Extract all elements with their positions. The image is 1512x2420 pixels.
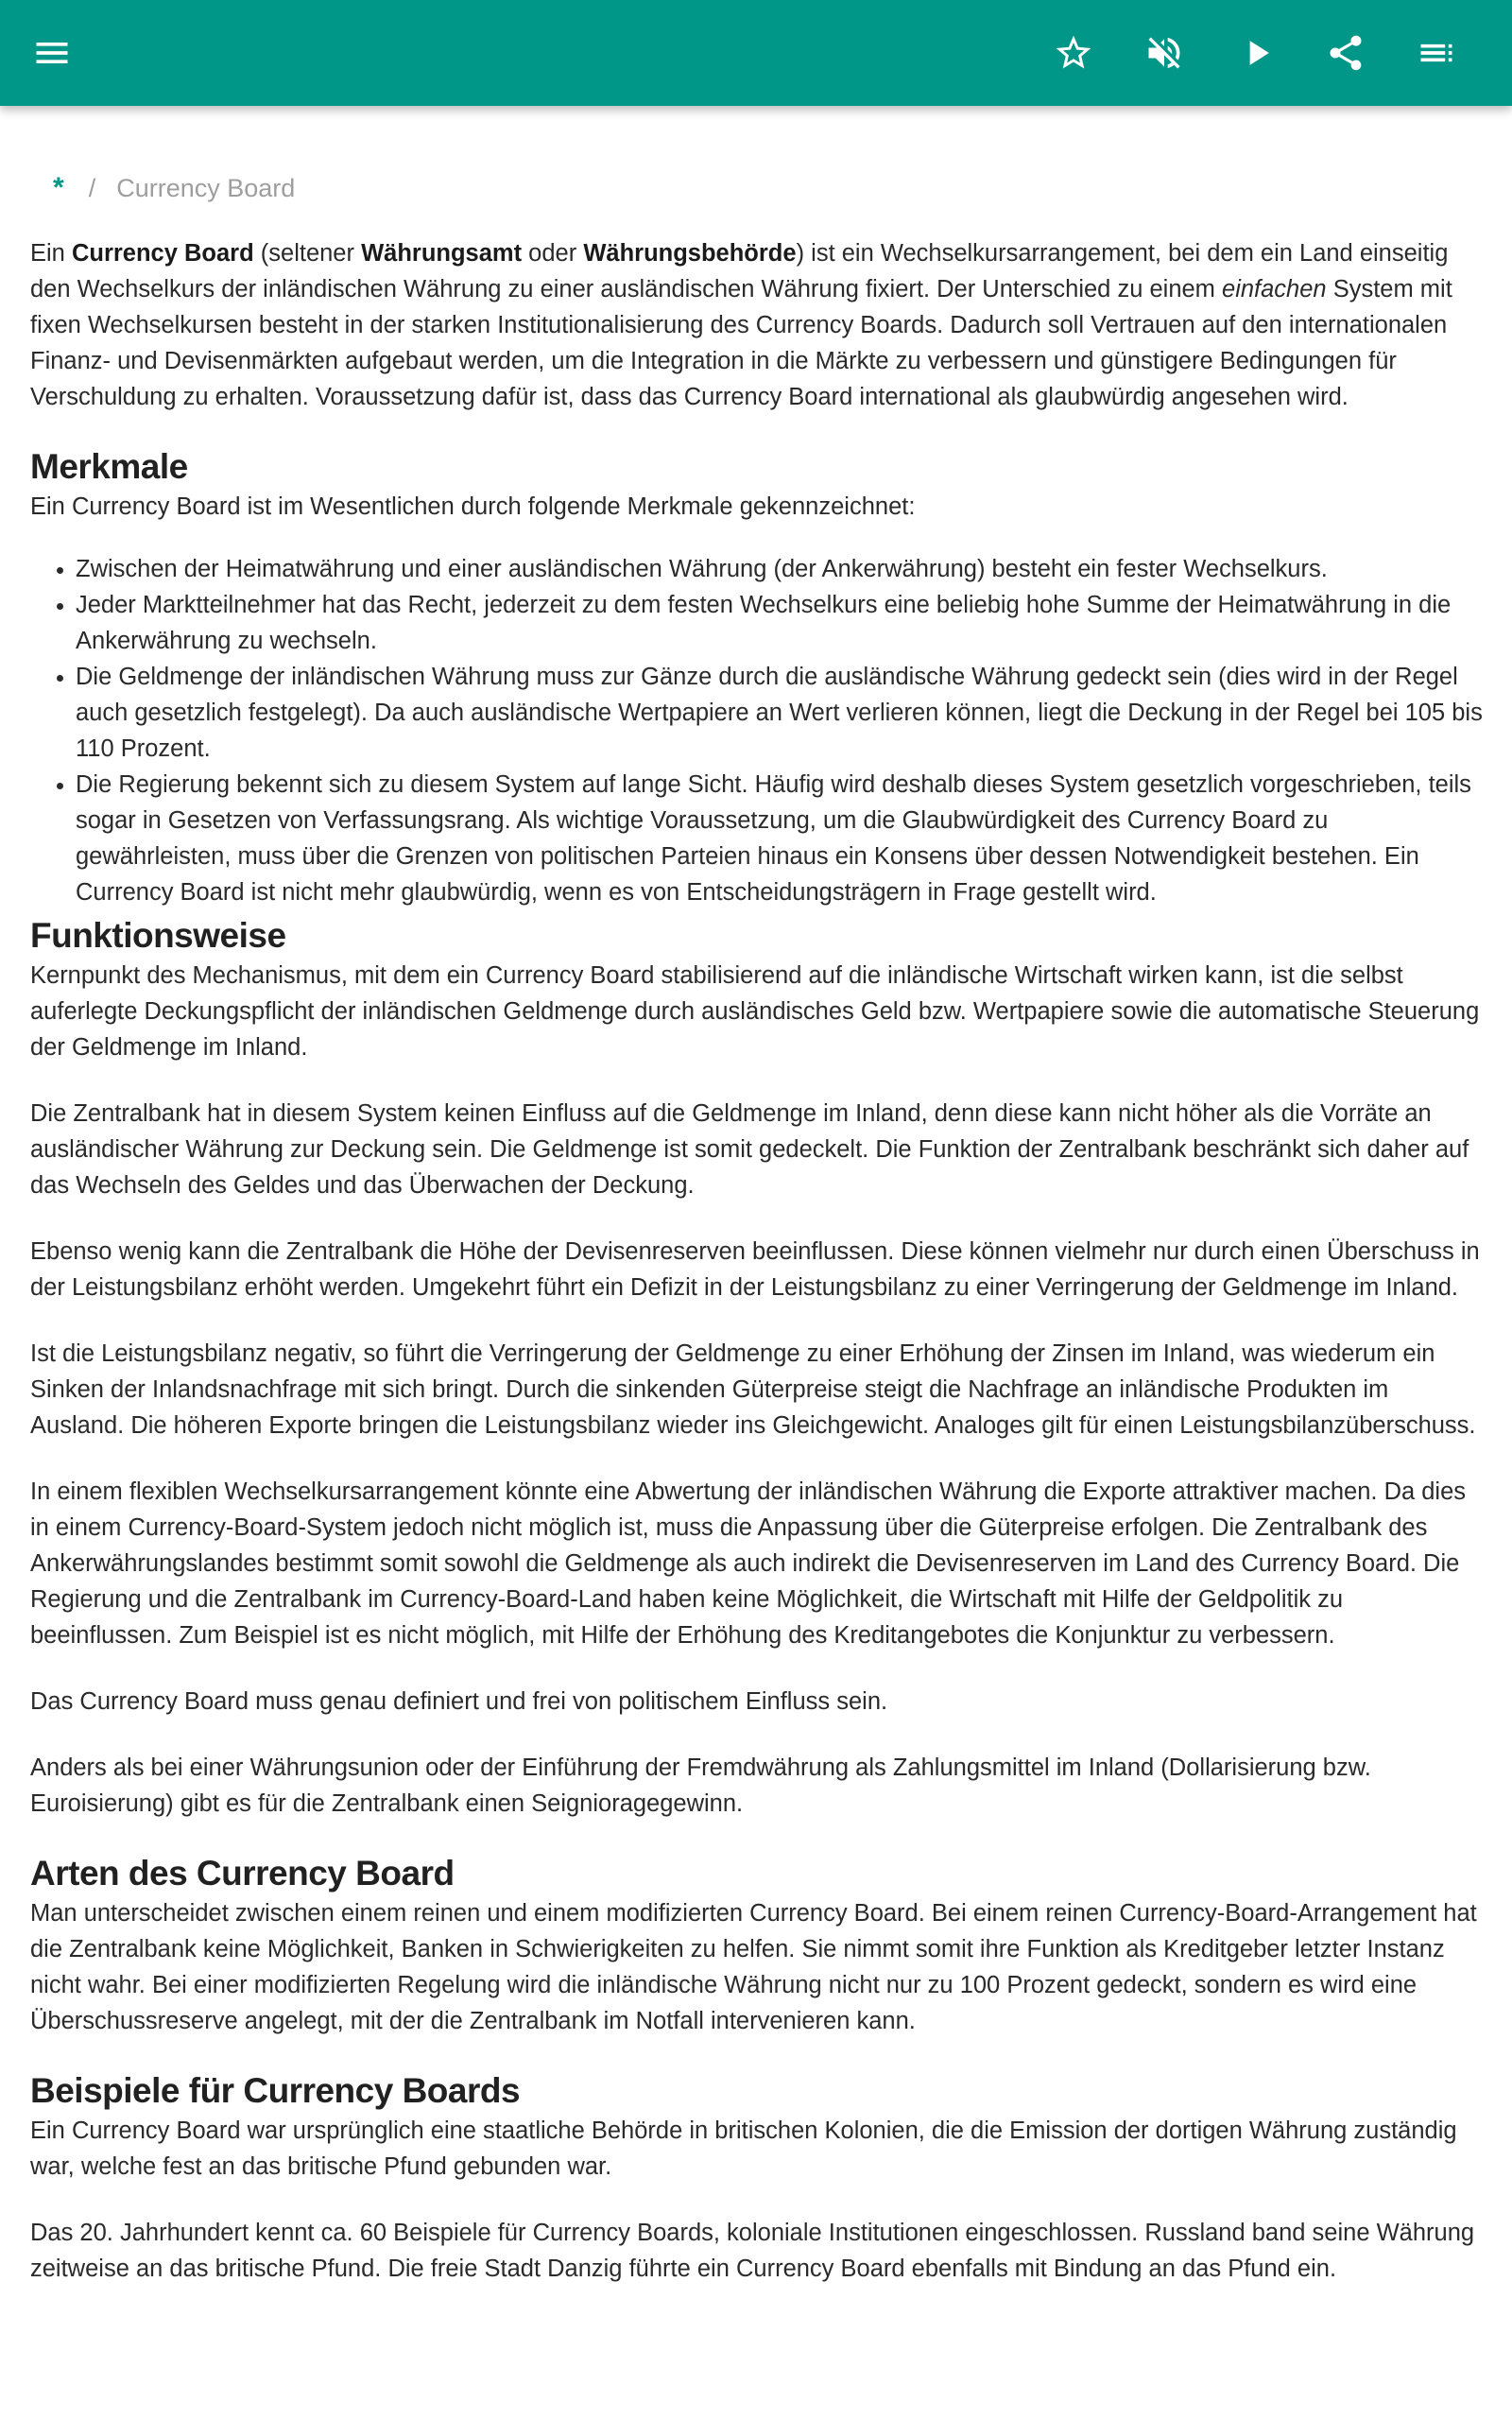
text: System mit fixen Wechselkursen besteht in der starken Institutionalisierung des Currency Boards. Dadurch soll Vertrauen auf den internationalen Finanz- und Devisenmärkten aufgebaut werden, um die Integration in die Märkte zu verbessern und günstigere Bedingungen für Verschuldung zu erhalten. Voraussetzung dafür ist, dass das Currency Board international als glaubwürdig angesehen wird.	[30, 276, 1452, 410]
breadcrumb-home-link[interactable]: *	[53, 172, 64, 203]
paragraph: Das Currency Board muss genau definiert und frei von politischem Einfluss sein.	[30, 1688, 888, 1715]
app-bar	[0, 0, 1512, 106]
article	[30, 235, 1486, 2317]
playlist-icon	[1416, 32, 1457, 74]
breadcrumb-separator: /	[88, 174, 96, 202]
list-item: • Zwischen der Heimatwährung und einer ausländischen Währung (der Ankerwährung) besteht ein fester Wechselkurs.	[76, 551, 1486, 587]
breadcrumb-current: Currency Board	[116, 174, 296, 202]
paragraph: Ebenso wenig kann die Zentralbank die Höhe der Devisenreserven beeinflussen. Diese können vielmehr nur durch einen Überschuss in der Leistungsbilanz erhöht werden. Umgekehrt führt ein Defizit in der Leistungsbilanz zu einer Verringerung der Geldmenge im Inland.	[30, 1238, 1480, 1301]
section-heading-arten: Arten des Currency Board	[30, 1854, 455, 1893]
table-of-contents-button[interactable]	[1410, 26, 1463, 79]
play-button[interactable]	[1230, 26, 1283, 79]
breadcrumb	[53, 172, 295, 204]
section-heading-funktionsweise: Funktionsweise	[30, 916, 286, 955]
paragraph: In einem flexiblen Wechselkursarrangement könnte eine Abwertung der inländischen Währung die Exporte attraktiver machen. Da dies in einem Currency-Board-System jedoch nicht möglich ist, muss die Anpassung über die Güterpreise erfolgen. Die Zentralbank des Ankerwährungslandes bestimmt somit sowohl die Geldmenge als auch indirekt die Devisenreserven im Land des Currency Board. Die Regierung und die Zentralbank im Currency-Board-Land haben keine Möglichkeit, die Wirtschaft mit Hilfe der Geldpolitik zu beeinflussen. Zum Beispiel ist es nicht möglich, mit Hilfe der Erhöhung des Kreditangebotes die Konjunktur zu verbessern.	[30, 1478, 1467, 1649]
volume-off-icon	[1143, 32, 1185, 74]
list-item: • Die Regierung bekennt sich zu diesem System auf lange Sicht. Häufig wird deshalb dieses System gesetzlich vorgeschrieben, teils sogar in Gesetzen von Verfassungsrang. Als wichtige Voraussetzung, um die Glaubwürdigkeit des Currency Board zu gewährleisten, muss über die Grenzen von politischen Parteien hinaus ein Konsens über dessen Notwendigkeit bestehen. Ein Currency Board ist nicht mehr glaubwürdig, wenn es von Entscheidungsträgern in Frage gestellt wird.	[76, 767, 1486, 910]
mute-button[interactable]	[1138, 26, 1191, 79]
list-item: • Die Geldmenge der inländischen Währung muss zur Gänze durch die ausländische Währung gedeckt sein (dies wird in der Regel auch gesetzlich festgelegt). Da auch ausländische Wertpapiere an Wert verlieren können, liegt die Deckung in der Regel bei 105 bis 110 Prozent.	[76, 659, 1486, 767]
bold-term: Währungsbehörde	[583, 240, 797, 267]
italic-term: einfachen	[1222, 276, 1327, 302]
menu-icon	[31, 32, 73, 74]
section-heading-beispiele: Beispiele für Currency Boards	[30, 2071, 521, 2110]
paragraph: Ein Currency Board war ursprünglich eine staatliche Behörde in britischen Kolonien, die die Emission der dortigen Währung zuständig war, welche fest an das britische Pfund gebunden war.	[30, 2118, 1457, 2180]
share-button[interactable]	[1319, 26, 1372, 79]
section-heading-merkmale: Merkmale	[30, 447, 188, 486]
paragraph: Ist die Leistungsbilanz negativ, so führt die Verringerung der Geldmenge zu einer Erhöhung der Zinsen im Inland, was wiederum ein Sinken der Inlandsnachfrage mit sich bringt. Durch die sinkenden Güterpreise steigt die Nachfrage an inländische Produkten im Ausland. Die höheren Exporte bringen die Leistungsbilanz wieder ins Gleichgewicht. Analoges gilt für einen Leistungsbilanzüberschuss.	[30, 1340, 1476, 1439]
intro-paragraph	[30, 235, 1486, 415]
list-item: • Jeder Marktteilnehmer hat das Recht, jederzeit zu dem festen Wechselkurs eine beliebig hohe Summe der Heimatwährung in die Ankerwährung zu wechseln.	[76, 587, 1486, 659]
paragraph: Anders als bei einer Währungsunion oder der Einführung der Fremdwährung als Zahlungsmittel im Inland (Dollarisierung bzw. Euroisierung) gibt es für die Zentralbank einen Seignioragegewinn.	[30, 1754, 1371, 1817]
share-icon	[1325, 32, 1366, 74]
paragraph: Das 20. Jahrhundert kennt ca. 60 Beispiele für Currency Boards, koloniale Institutionen eingeschlossen. Russland band seine Währung zeitweise an das britische Pfund. Die freie Stadt Danzig führte ein Currency Board ebenfalls mit Bindung an das Pfund ein.	[30, 2220, 1475, 2282]
paragraph: Die Zentralbank hat in diesem System keinen Einfluss auf die Geldmenge im Inland, denn diese kann nicht höher als die Vorräte an ausländischer Währung zur Deckung sein. Die Geldmenge ist somit gedeckelt. Die Funktion der Zentralbank beschränkt sich daher auf das Wechseln des Geldes und das Überwachen der Deckung.	[30, 1100, 1469, 1199]
text: oder	[522, 240, 584, 267]
text: ) ist ein Wechselkursarrangement, bei dem ein Land einseitig den Wechselkurs der inländischen Währung zu einer ausländischen Währung fixiert. Der Unterschied zu einem	[30, 240, 1449, 302]
bold-term: Währungsamt	[361, 240, 523, 267]
text: Ein	[30, 240, 72, 267]
bold-term: Currency Board	[71, 240, 254, 267]
text: (seltener	[253, 240, 362, 267]
merkmale-intro: Ein Currency Board ist im Wesentlichen durch folgende Merkmale gekennzeichnet:	[30, 493, 916, 520]
play-icon	[1236, 32, 1278, 74]
merkmale-list	[30, 551, 1486, 910]
menu-button[interactable]	[26, 26, 78, 79]
star-outline-icon	[1053, 32, 1094, 74]
paragraph: Man unterscheidet zwischen einem reinen und einem modifizierten Currency Board. Bei einem reinen Currency-Board-Arrangement hat die Zentralbank keine Möglichkeit, Banken in Schwierigkeiten zu helfen. Sie nimmt somit ihre Funktion als Kreditgeber letzter Instanz nicht wahr. Bei einer modifizierten Regelung wird die inländische Währung nicht nur zu 100 Prozent gedeckt, sondern es wird eine Überschussreserve angelegt, mit der die Zentralbank im Notfall intervenieren kann.	[30, 1900, 1477, 2034]
favorite-button[interactable]	[1047, 26, 1100, 79]
paragraph: Kernpunkt des Mechanismus, mit dem ein Currency Board stabilisierend auf die inländische Wirtschaft wirken kann, ist die selbst auferlegte Deckungspflicht der inländischen Geldmenge durch ausländisches Geld bzw. Wertpapiere sowie die automatische Steuerung der Geldmenge im Inland.	[30, 962, 1480, 1061]
